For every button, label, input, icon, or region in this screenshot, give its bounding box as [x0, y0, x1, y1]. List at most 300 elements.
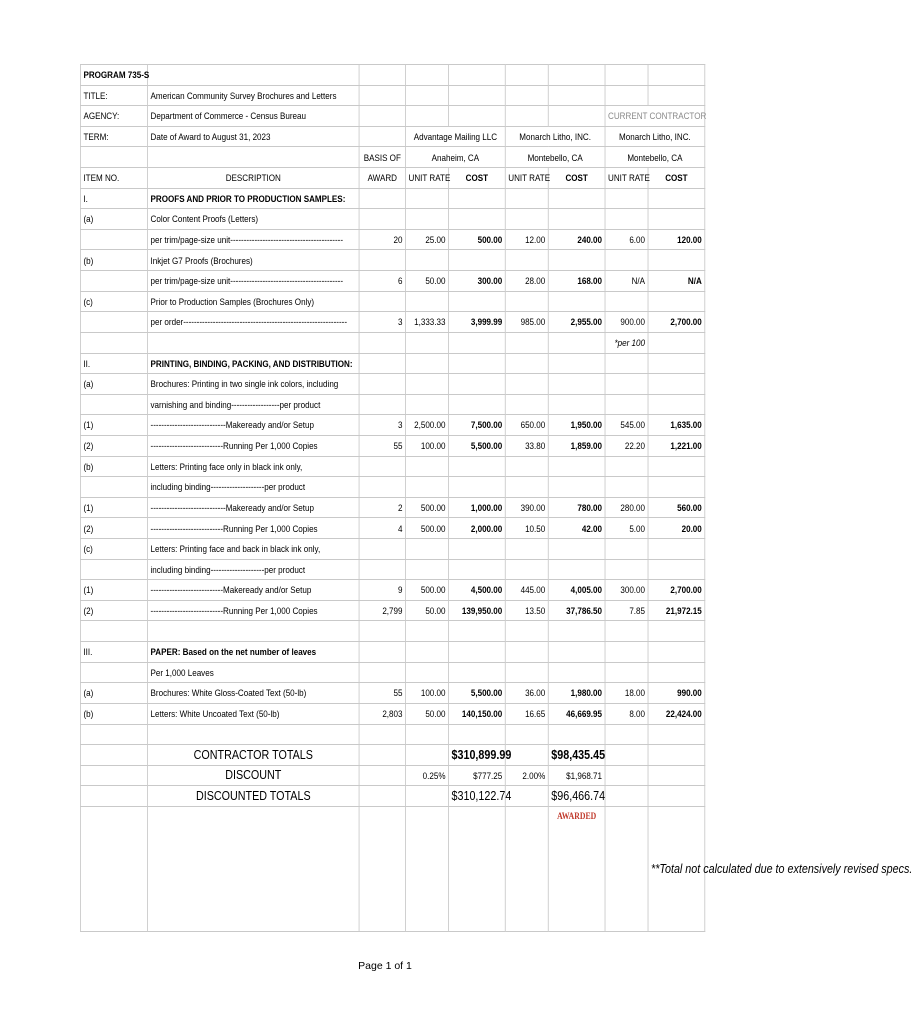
contractor-2-cost	[548, 621, 605, 642]
table-row	[80, 662, 704, 683]
contractor-3-unit-rate	[605, 353, 648, 374]
contractor-1-unit-rate	[406, 559, 449, 580]
contractor-1-unit-rate: 500.00	[406, 497, 449, 518]
discount-label: DISCOUNT	[148, 765, 360, 786]
item-number	[80, 559, 147, 580]
table-row	[80, 683, 704, 704]
basis-of-award	[359, 724, 405, 745]
item-number: I.	[80, 188, 147, 209]
contractor-1-discounted-total: $310,122.74	[449, 786, 506, 807]
term-value: Date of Award to August 31, 2023	[148, 126, 360, 147]
item-description: PRINTING, BINDING, PACKING, AND DISTRIBUTION:	[148, 353, 360, 374]
contractor-3-cost: 2,700.00	[648, 312, 705, 333]
basis-of-award: 2	[359, 497, 405, 518]
contractor-3-cost: 1,635.00	[648, 415, 705, 436]
item-description: Letters: Printing face and back in black ink only,	[148, 539, 360, 560]
contractor-1-unit-rate	[406, 332, 449, 353]
contractor-2-unit-rate	[505, 456, 548, 477]
contractor-1-cost	[449, 724, 506, 745]
contractor-2-cost	[548, 662, 605, 683]
contractor-2-unit-rate: 16.65	[505, 703, 548, 724]
awarded-stamp: AWARDED	[557, 810, 597, 821]
description-header: DESCRIPTION	[148, 168, 360, 189]
contractor-1-unit-rate: 1,333.33	[406, 312, 449, 333]
contractor-2-unit-rate: 36.00	[505, 683, 548, 704]
contractor-3-cost	[648, 250, 705, 271]
item-description: ----------------------------Makeready and/or Setup	[148, 415, 360, 436]
contractor-1-unit-rate: 100.00	[406, 435, 449, 456]
total-note: **Total not calculated due to extensively revised specs.	[648, 806, 705, 931]
contractor-3-unit-rate: 280.00	[605, 497, 648, 518]
basis-of-award: 2,803	[359, 703, 405, 724]
contractor-3-cost	[648, 291, 705, 312]
contractor-2-cost	[548, 477, 605, 498]
contractor-3-unit-rate: 18.00	[605, 683, 648, 704]
item-number: (c)	[80, 291, 147, 312]
item-number: (a)	[80, 683, 147, 704]
contractor-3-name: Monarch Litho, INC.	[605, 126, 705, 147]
contractor-3-cost: 21,972.15	[648, 600, 705, 621]
contractor-1-discount-rate: 0.25%	[406, 765, 449, 786]
contractor-1-cost: 3,999.99	[449, 312, 506, 333]
contractor-1-total: $310,899.99	[449, 745, 506, 766]
table-row	[80, 642, 704, 663]
contractor-1-unit-rate	[406, 621, 449, 642]
unit-rate-header: UNIT RATE	[605, 168, 648, 189]
contractor-2-unit-rate	[505, 539, 548, 560]
bid-abstract-table	[80, 64, 912, 932]
basis-of-award: 55	[359, 435, 405, 456]
contractor-2-unit-rate	[505, 291, 548, 312]
contractor-3-unit-rate	[605, 621, 648, 642]
contractor-2-unit-rate	[505, 724, 548, 745]
contractor-3-unit-rate: 300.00	[605, 580, 648, 601]
item-description: varnishing and binding------------------per product	[148, 394, 360, 415]
contractor-3-unit-rate: *per 100	[605, 332, 648, 353]
contractor-2-cost: 42.00	[548, 518, 605, 539]
contractor-2-discount-rate: 2.00%	[505, 765, 548, 786]
contractor-2-cost: 780.00	[548, 497, 605, 518]
contractor-1-unit-rate: 100.00	[406, 683, 449, 704]
basis-of-award	[359, 353, 405, 374]
contractor-1-cost	[449, 188, 506, 209]
contractor-1-unit-rate	[406, 724, 449, 745]
contractor-3-cost	[648, 724, 705, 745]
contractor-3-unit-rate	[605, 539, 648, 560]
contractor-2-unit-rate	[505, 621, 548, 642]
item-number	[80, 332, 147, 353]
contractor-2-cost	[548, 353, 605, 374]
contractor-3-unit-rate: 7.85	[605, 600, 648, 621]
basis-of-award: 4	[359, 518, 405, 539]
contractor-3-unit-rate: 900.00	[605, 312, 648, 333]
contractor-3-cost	[648, 559, 705, 580]
item-description: Per 1,000 Leaves	[148, 662, 360, 683]
cost-header: COST	[449, 168, 506, 189]
contractor-3-unit-rate	[605, 291, 648, 312]
item-description: including binding--------------------per product	[148, 477, 360, 498]
item-number	[80, 394, 147, 415]
contractor-1-cost	[449, 662, 506, 683]
contractor-2-discounted-total: $96,466.74	[548, 786, 605, 807]
item-description: per trim/page-size unit------------------------------------------	[148, 271, 360, 292]
contractor-1-unit-rate: 500.00	[406, 518, 449, 539]
contractor-1-cost	[449, 394, 506, 415]
contractor-2-unit-rate	[505, 209, 548, 230]
contractor-3-cost	[648, 662, 705, 683]
contractor-3-unit-rate: N/A	[605, 271, 648, 292]
item-description: ---------------------------Running Per 1,000 Copies	[148, 435, 360, 456]
contractor-2-cost	[548, 394, 605, 415]
contractor-1-unit-rate: 50.00	[406, 271, 449, 292]
contractor-3-unit-rate	[605, 642, 648, 663]
table-row	[80, 415, 704, 436]
contractor-1-cost	[449, 250, 506, 271]
contractor-1-cost: 500.00	[449, 229, 506, 250]
contractor-3-cost: 990.00	[648, 683, 705, 704]
item-number	[80, 621, 147, 642]
table-row	[80, 312, 704, 333]
contractor-2-unit-rate	[505, 332, 548, 353]
item-number: (2)	[80, 435, 147, 456]
contractor-2-unit-rate: 33.80	[505, 435, 548, 456]
contractor-2-cost	[548, 724, 605, 745]
item-number: (b)	[80, 250, 147, 271]
contractor-1-cost	[449, 332, 506, 353]
unit-rate-header: UNIT RATE	[406, 168, 449, 189]
table-row	[80, 250, 704, 271]
contractor-3-cost: 20.00	[648, 518, 705, 539]
contractor-2-unit-rate	[505, 662, 548, 683]
contractor-3-unit-rate	[605, 188, 648, 209]
contractor-1-cost	[449, 374, 506, 395]
contractor-1-unit-rate	[406, 374, 449, 395]
contractor-3-unit-rate	[605, 209, 648, 230]
table-row	[80, 703, 704, 724]
contractor-1-city: Anaheim, CA	[406, 147, 506, 168]
contractor-1-cost	[449, 291, 506, 312]
basis-of-award	[359, 642, 405, 663]
item-description: PROOFS AND PRIOR TO PRODUCTION SAMPLES:	[148, 188, 360, 209]
contractor-2-unit-rate	[505, 394, 548, 415]
contractor-1-cost	[449, 642, 506, 663]
discounted-totals-label: DISCOUNTED TOTALS	[148, 786, 360, 807]
contractor-1-unit-rate: 25.00	[406, 229, 449, 250]
contractor-2-cost: 1,859.00	[548, 435, 605, 456]
item-number	[80, 312, 147, 333]
item-number: (2)	[80, 600, 147, 621]
contractor-2-cost	[548, 250, 605, 271]
item-description: per trim/page-size unit------------------------------------------	[148, 229, 360, 250]
contractor-2-unit-rate	[505, 188, 548, 209]
basis-of-award	[359, 332, 405, 353]
contractor-3-cost	[648, 642, 705, 663]
item-number: (b)	[80, 703, 147, 724]
contractor-1-unit-rate	[406, 353, 449, 374]
item-description: Letters: White Uncoated Text (50-lb)	[148, 703, 360, 724]
contractor-3-cost	[648, 477, 705, 498]
basis-of-award: 6	[359, 271, 405, 292]
table-row	[80, 229, 704, 250]
item-number	[80, 724, 147, 745]
table-row	[80, 353, 704, 374]
basis-of-award	[359, 559, 405, 580]
contractor-2-cost	[548, 209, 605, 230]
contractor-3-cost	[648, 353, 705, 374]
table-row	[80, 291, 704, 312]
contractor-2-unit-rate: 13.50	[505, 600, 548, 621]
contractor-1-cost: 139,950.00	[449, 600, 506, 621]
contractor-1-cost: 5,500.00	[449, 435, 506, 456]
item-no-header: ITEM NO.	[80, 168, 147, 189]
item-description: ---------------------------Running Per 1,000 Copies	[148, 600, 360, 621]
term-label: TERM:	[80, 126, 147, 147]
item-description: Brochures: White Gloss-Coated Text (50-lb)	[148, 683, 360, 704]
line-items	[80, 188, 704, 744]
contractor-1-unit-rate	[406, 188, 449, 209]
table-row	[80, 497, 704, 518]
table-row	[80, 394, 704, 415]
contractor-2-cost	[548, 188, 605, 209]
contractor-3-cost: 22,424.00	[648, 703, 705, 724]
contractor-1-cost: 300.00	[449, 271, 506, 292]
contractor-1-unit-rate: 50.00	[406, 703, 449, 724]
contractor-3-unit-rate	[605, 374, 648, 395]
item-number: III.	[80, 642, 147, 663]
contractor-1-cost	[449, 209, 506, 230]
contractor-2-unit-rate	[505, 353, 548, 374]
contractor-1-unit-rate	[406, 477, 449, 498]
contractor-2-unit-rate: 28.00	[505, 271, 548, 292]
basis-of-award: 3	[359, 312, 405, 333]
contractor-1-unit-rate	[406, 250, 449, 271]
contractor-3-cost	[648, 621, 705, 642]
basis-of-award	[359, 621, 405, 642]
contractor-2-cost: 1,980.00	[548, 683, 605, 704]
contractor-1-cost	[449, 477, 506, 498]
contractor-1-cost	[449, 539, 506, 560]
basis-of-award	[359, 662, 405, 683]
contractor-2-city: Montebello, CA	[505, 147, 605, 168]
agency-label: AGENCY:	[80, 106, 147, 127]
contractor-2-cost	[548, 642, 605, 663]
contractor-2-cost: 168.00	[548, 271, 605, 292]
contractor-1-cost	[449, 456, 506, 477]
basis-of-award	[359, 477, 405, 498]
contractor-3-cost	[648, 394, 705, 415]
contractor-2-total: $98,435.45	[548, 745, 605, 766]
contractor-3-unit-rate: 545.00	[605, 415, 648, 436]
contractor-2-cost: 1,950.00	[548, 415, 605, 436]
item-description: Letters: Printing face only in black ink only,	[148, 456, 360, 477]
contractor-2-unit-rate: 390.00	[505, 497, 548, 518]
contractor-3-unit-rate	[605, 724, 648, 745]
contractor-1-cost: 2,000.00	[449, 518, 506, 539]
contractor-2-cost	[548, 374, 605, 395]
contractor-2-name: Monarch Litho, INC.	[505, 126, 605, 147]
item-description: Color Content Proofs (Letters)	[148, 209, 360, 230]
contractor-2-discount: $1,968.71	[548, 765, 605, 786]
contractor-3-cost: 2,700.00	[648, 580, 705, 601]
table-row	[80, 559, 704, 580]
item-description: Inkjet G7 Proofs (Brochures)	[148, 250, 360, 271]
item-number: (a)	[80, 209, 147, 230]
contractor-2-unit-rate	[505, 559, 548, 580]
contractor-1-unit-rate: 50.00	[406, 600, 449, 621]
item-number: (c)	[80, 539, 147, 560]
agency-value: Department of Commerce - Census Bureau	[148, 106, 360, 127]
basis-of-award	[359, 250, 405, 271]
basis-of-header: BASIS OF	[359, 147, 405, 168]
contractor-2-unit-rate: 12.00	[505, 229, 548, 250]
basis-of-award: 9	[359, 580, 405, 601]
contractor-2-unit-rate	[505, 642, 548, 663]
item-description: PAPER: Based on the net number of leaves	[148, 642, 360, 663]
table-row	[80, 188, 704, 209]
basis-of-award	[359, 209, 405, 230]
item-number	[80, 271, 147, 292]
contractor-3-cost	[648, 332, 705, 353]
basis-of-award: 20	[359, 229, 405, 250]
contractor-1-cost: 5,500.00	[449, 683, 506, 704]
contractor-1-unit-rate	[406, 394, 449, 415]
contractor-1-cost	[449, 353, 506, 374]
title-label: TITLE:	[80, 85, 147, 106]
table-row	[80, 435, 704, 456]
contractor-1-unit-rate	[406, 291, 449, 312]
contractor-2-cost: 46,669.95	[548, 703, 605, 724]
contractor-3-city: Montebello, CA	[605, 147, 705, 168]
item-description: Prior to Production Samples (Brochures Only)	[148, 291, 360, 312]
program-label: PROGRAM 735-S	[80, 65, 147, 86]
contractor-1-unit-rate	[406, 662, 449, 683]
contractor-2-unit-rate	[505, 250, 548, 271]
contractor-2-unit-rate	[505, 477, 548, 498]
contractor-1-cost: 1,000.00	[449, 497, 506, 518]
table-row	[80, 271, 704, 292]
contractor-2-cost: 240.00	[548, 229, 605, 250]
table-row	[80, 724, 704, 745]
contractor-1-unit-rate	[406, 209, 449, 230]
contractor-1-unit-rate: 500.00	[406, 580, 449, 601]
contractor-1-cost: 7,500.00	[449, 415, 506, 436]
contractor-1-unit-rate	[406, 642, 449, 663]
basis-of-award	[359, 456, 405, 477]
contractor-3-cost	[648, 539, 705, 560]
contractor-3-cost	[648, 374, 705, 395]
item-number: (2)	[80, 518, 147, 539]
basis-of-award	[359, 374, 405, 395]
contractor-1-name: Advantage Mailing LLC	[406, 126, 506, 147]
contractor-2-cost	[548, 456, 605, 477]
table-row	[80, 374, 704, 395]
contractor-2-unit-rate	[505, 374, 548, 395]
contractor-3-unit-rate: 5.00	[605, 518, 648, 539]
title-value: American Community Survey Brochures and Letters	[148, 85, 360, 106]
item-description: per order-------------------------------------------------------------	[148, 312, 360, 333]
page-footer: Page 1 of 1	[358, 960, 412, 972]
contractor-2-cost	[548, 291, 605, 312]
table-row	[80, 477, 704, 498]
contractor-1-cost	[449, 559, 506, 580]
unit-rate-header: UNIT RATE	[505, 168, 548, 189]
table-row	[80, 621, 704, 642]
item-description: ----------------------------Makeready and/or Setup	[148, 497, 360, 518]
contractor-2-cost: 2,955.00	[548, 312, 605, 333]
basis-of-award	[359, 188, 405, 209]
contractor-2-cost	[548, 559, 605, 580]
basis-of-award	[359, 394, 405, 415]
table-row	[80, 580, 704, 601]
item-number: (1)	[80, 497, 147, 518]
contractor-2-unit-rate: 10.50	[505, 518, 548, 539]
contractor-3-cost: N/A	[648, 271, 705, 292]
contractor-3-unit-rate: 6.00	[605, 229, 648, 250]
table-row	[80, 539, 704, 560]
basis-of-award: 55	[359, 683, 405, 704]
contractor-3-unit-rate: 8.00	[605, 703, 648, 724]
item-description: ---------------------------Makeready and/or Setup	[148, 580, 360, 601]
item-number: II.	[80, 353, 147, 374]
basis-of-award	[359, 539, 405, 560]
contractor-3-unit-rate	[605, 394, 648, 415]
table-row	[80, 209, 704, 230]
item-number	[80, 662, 147, 683]
contractor-1-unit-rate	[406, 539, 449, 560]
contractor-3-cost	[648, 456, 705, 477]
item-description: Brochures: Printing in two single ink colors, including	[148, 374, 360, 395]
contractor-1-discount: $777.25	[449, 765, 506, 786]
contractor-totals-label: CONTRACTOR TOTALS	[148, 745, 360, 766]
contractor-3-cost: 1,221.00	[648, 435, 705, 456]
basis-of-award	[359, 291, 405, 312]
cost-header: COST	[548, 168, 605, 189]
contractor-3-unit-rate	[605, 456, 648, 477]
contractor-2-cost	[548, 332, 605, 353]
contractor-2-unit-rate: 445.00	[505, 580, 548, 601]
award-header: AWARD	[359, 168, 405, 189]
basis-of-award: 3	[359, 415, 405, 436]
contractor-3-unit-rate	[605, 250, 648, 271]
item-number	[80, 477, 147, 498]
contractor-3-cost: 120.00	[648, 229, 705, 250]
contractor-2-unit-rate: 985.00	[505, 312, 548, 333]
contractor-3-unit-rate: 22.20	[605, 435, 648, 456]
contractor-2-unit-rate: 650.00	[505, 415, 548, 436]
current-contractor-label: CURRENT CONTRACTOR	[605, 106, 705, 127]
contractor-2-cost: 4,005.00	[548, 580, 605, 601]
item-number	[80, 229, 147, 250]
contractor-2-cost: 37,786.50	[548, 600, 605, 621]
item-number: (1)	[80, 415, 147, 436]
table-row	[80, 518, 704, 539]
contractor-3-unit-rate	[605, 559, 648, 580]
contractor-3-cost	[648, 209, 705, 230]
item-description: including binding--------------------per product	[148, 559, 360, 580]
contractor-1-unit-rate: 2,500.00	[406, 415, 449, 436]
contractor-3-unit-rate	[605, 477, 648, 498]
cost-header: COST	[648, 168, 705, 189]
contractor-1-cost: 4,500.00	[449, 580, 506, 601]
contractor-1-unit-rate	[406, 456, 449, 477]
item-number: (b)	[80, 456, 147, 477]
contractor-3-unit-rate	[605, 662, 648, 683]
contractor-1-cost: 140,150.00	[449, 703, 506, 724]
item-number: (a)	[80, 374, 147, 395]
contractor-3-cost	[648, 188, 705, 209]
basis-of-award: 2,799	[359, 600, 405, 621]
item-description	[148, 621, 360, 642]
